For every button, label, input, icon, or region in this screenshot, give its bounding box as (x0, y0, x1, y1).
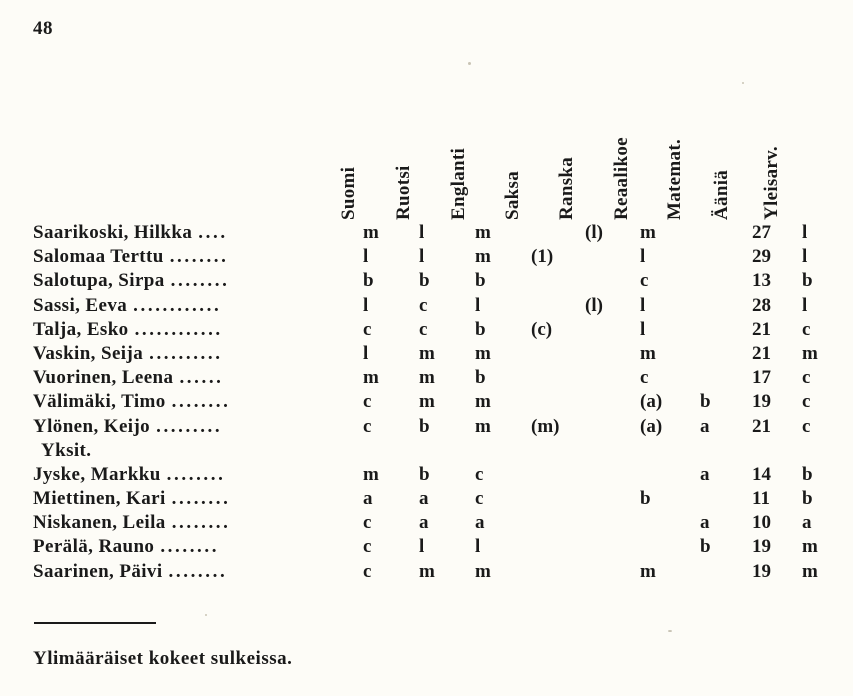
grade-cell-saksa: (c) (531, 318, 553, 340)
grade-cell-suomi: m (363, 222, 379, 243)
grade-cell-aania: 29 (752, 246, 771, 268)
grade-cell-matemat (700, 488, 752, 512)
paper-speck (668, 630, 672, 632)
grade-cell-aania: 21 (752, 318, 771, 340)
grade-cell-englanti: m (475, 222, 491, 243)
column-header-yleisarv: Yleisarv. (761, 146, 782, 220)
student-name: Jyske, Markku (33, 463, 161, 485)
table-subheading-label (33, 440, 363, 464)
grade-cell-aania: 10 (752, 512, 771, 534)
table-row (33, 222, 848, 246)
student-name-cell (33, 416, 363, 440)
page-number: 48 (33, 18, 53, 39)
leader-dots: ............ (134, 318, 223, 340)
table-row (33, 295, 848, 319)
grade-cell-reaalikoe (640, 512, 700, 536)
grade-cell-englanti: b (475, 270, 486, 292)
grade-cell-suomi: b (363, 270, 374, 292)
student-name-cell (33, 246, 363, 270)
grade-cell-aania: 28 (752, 294, 771, 316)
leader-dots: ...... (179, 367, 224, 389)
grade-cell-reaalikoe: c (640, 270, 649, 292)
column-header-englanti: Englanti (448, 147, 469, 220)
grade-cell-reaalikoe: (a) (640, 415, 663, 437)
footnote-rule (34, 622, 156, 624)
student-name-cell (33, 270, 363, 294)
table-row (33, 246, 848, 270)
column-header-saksa: Saksa (502, 170, 523, 220)
grade-cell-yleisarv: c (802, 415, 811, 437)
grade-cell-matemat: b (700, 391, 711, 413)
grade-cell-aania: 19 (752, 560, 771, 582)
column-header-ruotsi: Ruotsi (393, 165, 414, 220)
grade-cell-saksa: (1) (531, 246, 554, 268)
table-row (33, 391, 848, 415)
grade-cell-ruotsi: m (419, 367, 435, 389)
table-column-headers (0, 95, 853, 220)
grade-cell-ranska (585, 391, 640, 415)
table-row (33, 343, 848, 367)
grade-cell-ranska (585, 416, 640, 440)
student-name: Perälä, Rauno (33, 536, 155, 558)
grades-table-body (33, 222, 848, 585)
grade-cell-saksa (531, 270, 585, 294)
grade-cell-yleisarv: c (802, 367, 811, 389)
grade-cell-matemat (700, 561, 752, 585)
grade-cell-reaalikoe: l (640, 294, 646, 316)
grade-cell-saksa: (m) (531, 415, 560, 437)
leader-dots: ........ (171, 488, 231, 510)
grade-cell-yleisarv: c (802, 318, 811, 340)
grade-cell-aania: 13 (752, 270, 771, 292)
subheading-text: Yksit. (41, 439, 92, 461)
grade-cell-saksa (531, 367, 585, 391)
grade-cell-englanti: b (475, 318, 486, 340)
student-name: Salotupa, Sirpa (33, 270, 165, 292)
grade-cell-aania: 21 (752, 415, 771, 437)
grade-cell-ranska (585, 464, 640, 488)
grade-cell-ruotsi: m (419, 342, 435, 364)
grade-cell-englanti: m (475, 342, 491, 364)
grade-cell-ranska (585, 536, 640, 560)
grade-cell-englanti: l (475, 294, 481, 316)
grade-cell-suomi: a (363, 488, 373, 510)
grade-cell-reaalikoe: c (640, 367, 649, 389)
student-name-cell (33, 464, 363, 488)
grade-cell-matemat (700, 222, 752, 246)
grade-cell-ruotsi: m (419, 560, 435, 582)
student-name: Salomaa Terttu (33, 246, 164, 268)
grade-cell-saksa (531, 561, 585, 585)
grade-cell-ranska (585, 270, 640, 294)
grade-cell-reaalikoe (640, 536, 700, 560)
grade-cell-suomi: c (363, 318, 372, 340)
grade-cell-ruotsi: m (419, 391, 435, 413)
table-row (33, 270, 848, 294)
column-header-matemat: Matemat. (664, 139, 685, 220)
grade-cell-suomi: l (363, 342, 369, 364)
grade-cell-yleisarv: l (802, 222, 808, 243)
grade-cell-ranska (585, 512, 640, 536)
student-name: Sassi, Eeva (33, 294, 128, 316)
table-subheading-row (33, 440, 848, 464)
grade-cell-ranska (585, 343, 640, 367)
leader-dots: ........ (170, 270, 230, 292)
grade-cell-yleisarv: l (802, 246, 808, 268)
grade-cell-suomi: c (363, 512, 372, 534)
leader-dots: .... (198, 222, 228, 243)
grade-cell-yleisarv: m (802, 560, 818, 582)
footnote-text: Ylimääräiset kokeet sulkeissa. (33, 648, 293, 669)
grade-cell-suomi: l (363, 294, 369, 316)
leader-dots: ........ (166, 463, 226, 485)
grade-cell-saksa (531, 295, 585, 319)
grade-cell-ranska (585, 488, 640, 512)
grade-cell-yleisarv: c (802, 391, 811, 413)
student-name-cell (33, 536, 363, 560)
student-name-cell (33, 295, 363, 319)
grade-cell-ruotsi: l (419, 246, 425, 268)
grades-table (33, 222, 848, 585)
grade-cell-reaalikoe: l (640, 246, 646, 268)
grade-cell-matemat: a (700, 463, 710, 485)
column-header-aania: Ääniä (711, 169, 732, 220)
grade-cell-yleisarv: l (802, 294, 808, 316)
grade-cell-ruotsi: b (419, 463, 430, 485)
grade-cell-saksa (531, 512, 585, 536)
grade-cell-saksa (531, 222, 585, 246)
grade-cell-ranska (585, 367, 640, 391)
paper-speck (742, 82, 744, 84)
grade-cell-suomi: m (363, 463, 379, 485)
grade-cell-yleisarv: b (802, 488, 813, 510)
column-header-reaalikoe: Reaalikoe (611, 137, 632, 220)
student-name-cell (33, 488, 363, 512)
grade-cell-matemat: b (700, 536, 711, 558)
grade-cell-englanti: c (475, 463, 484, 485)
grade-cell-suomi: c (363, 391, 372, 413)
grade-cell-reaalikoe (640, 464, 700, 488)
grade-cell-saksa (531, 343, 585, 367)
student-name-cell (33, 391, 363, 415)
column-header-ranska: Ranska (556, 156, 577, 220)
grade-cell-reaalikoe: m (640, 222, 656, 243)
table-row (33, 367, 848, 391)
student-name-cell (33, 367, 363, 391)
leader-dots: .......... (149, 342, 223, 364)
grade-cell-reaalikoe: l (640, 318, 646, 340)
grade-cell-ruotsi: a (419, 512, 429, 534)
grade-cell-suomi: c (363, 415, 372, 437)
student-name: Miettinen, Kari (33, 488, 166, 510)
grade-cell-matemat (700, 367, 752, 391)
table-row (33, 512, 848, 536)
student-name: Talja, Esko (33, 318, 129, 340)
grade-cell-ranska: (l) (585, 222, 603, 243)
grade-cell-yleisarv: m (802, 342, 818, 364)
grade-cell-reaalikoe: (a) (640, 391, 663, 413)
grade-cell-ruotsi: a (419, 488, 429, 510)
table-row (33, 561, 848, 585)
leader-dots: ........ (171, 512, 231, 534)
grade-cell-saksa (531, 391, 585, 415)
grade-cell-matemat (700, 319, 752, 343)
grade-cell-englanti: m (475, 560, 491, 582)
leader-dots: ........ (169, 246, 229, 268)
grade-cell-englanti: m (475, 415, 491, 437)
grade-cell-ruotsi: l (419, 222, 425, 243)
grade-cell-saksa (531, 488, 585, 512)
student-name-cell (33, 319, 363, 343)
leader-dots: ........ (171, 391, 231, 413)
table-row (33, 488, 848, 512)
leader-dots: ......... (156, 415, 223, 437)
grade-cell-matemat (700, 246, 752, 270)
grade-cell-aania: 27 (752, 222, 771, 243)
grade-cell-yleisarv: m (802, 536, 818, 558)
grade-cell-ruotsi: c (419, 294, 428, 316)
grade-cell-aania: 19 (752, 536, 771, 558)
paper-speck (205, 614, 207, 616)
grade-cell-matemat: a (700, 512, 710, 534)
grade-cell-ruotsi: l (419, 536, 425, 558)
grade-cell-englanti: c (475, 488, 484, 510)
column-header-suomi: Suomi (338, 166, 359, 220)
grade-cell-matemat (700, 270, 752, 294)
table-row (33, 536, 848, 560)
grade-cell-ruotsi: b (419, 415, 430, 437)
student-name: Niskanen, Leila (33, 512, 166, 534)
grade-cell-ranska (585, 246, 640, 270)
grade-cell-aania: 21 (752, 342, 771, 364)
student-name: Saarinen, Päivi (33, 560, 163, 582)
grade-cell-ruotsi: c (419, 318, 428, 340)
student-name: Ylönen, Keijo (33, 415, 151, 437)
grade-cell-reaalikoe: b (640, 488, 651, 510)
grade-cell-englanti: m (475, 246, 491, 268)
grade-cell-suomi: c (363, 560, 372, 582)
leader-dots: ........ (168, 560, 228, 582)
grade-cell-matemat (700, 343, 752, 367)
grade-cell-aania: 17 (752, 367, 771, 389)
grade-cell-englanti: l (475, 536, 481, 558)
student-name-cell (33, 512, 363, 536)
grade-cell-ranska (585, 319, 640, 343)
grade-cell-ruotsi: b (419, 270, 430, 292)
grade-cell-aania: 11 (752, 488, 770, 510)
grade-cell-suomi: l (363, 246, 369, 268)
grade-cell-aania: 19 (752, 391, 771, 413)
grade-cell-saksa (531, 464, 585, 488)
grade-cell-suomi: c (363, 536, 372, 558)
grade-cell-englanti: b (475, 367, 486, 389)
table-row (33, 464, 848, 488)
grade-cell-reaalikoe: m (640, 560, 656, 582)
student-name: Vuorinen, Leena (33, 367, 174, 389)
student-name: Vaskin, Seija (33, 342, 144, 364)
grade-cell-suomi: m (363, 367, 379, 389)
grade-cell-yleisarv: b (802, 463, 813, 485)
student-name-cell (33, 343, 363, 367)
grade-cell-englanti: a (475, 512, 485, 534)
grade-cell-matemat: a (700, 415, 710, 437)
table-row (33, 319, 848, 343)
grade-cell-yleisarv: b (802, 270, 813, 292)
leader-dots: ............ (133, 294, 222, 316)
grade-cell-englanti: m (475, 391, 491, 413)
grade-cell-reaalikoe: m (640, 342, 656, 364)
table-subheading-filler (363, 440, 848, 464)
paper-speck (468, 62, 471, 65)
grade-cell-aania: 14 (752, 463, 771, 485)
grade-cell-yleisarv: a (802, 512, 812, 534)
leader-dots: ........ (160, 536, 220, 558)
student-name: Välimäki, Timo (33, 391, 166, 413)
grade-cell-ranska: (l) (585, 294, 603, 316)
grade-cell-matemat (700, 295, 752, 319)
grade-cell-saksa (531, 536, 585, 560)
student-name: Saarikoski, Hilkka (33, 222, 193, 243)
student-name-cell (33, 561, 363, 585)
student-name-cell (33, 222, 363, 246)
table-row (33, 416, 848, 440)
grade-cell-ranska (585, 561, 640, 585)
